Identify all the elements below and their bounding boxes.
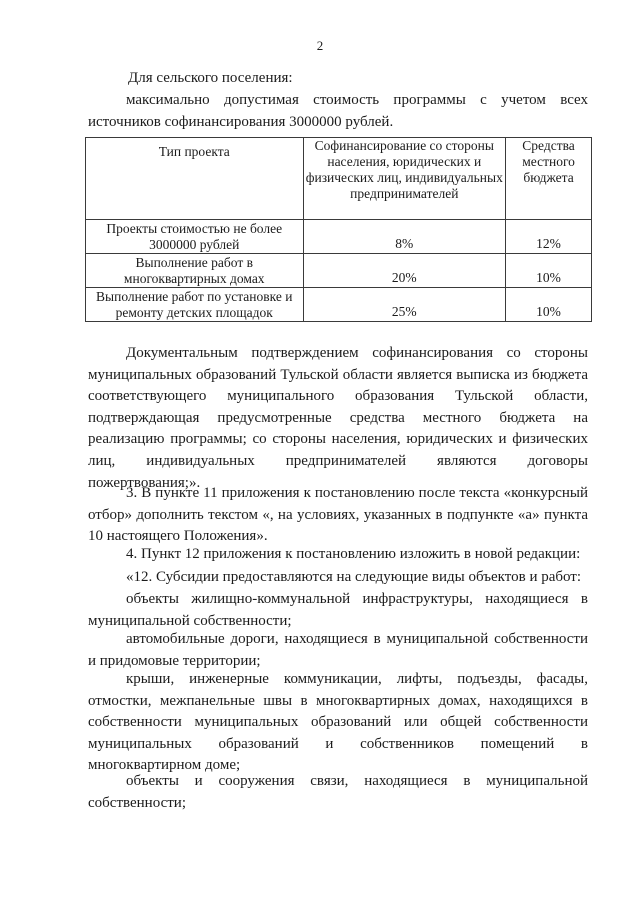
table-row (86, 254, 592, 288)
body-paragraph: «12. Субсидии предоставляются на следующие виды объектов и работ: (126, 569, 582, 585)
header-project-type: Тип проекта (86, 138, 304, 220)
body-paragraph: объекты жилищно-коммунальной инфраструктуры, находящиеся в муниципальной собственности; (88, 591, 588, 629)
body-paragraph: крыши, инженерные коммуникации, лифты, подъезды, фасады, отмостки, межпанельные швы в многоквартирных домах, находящихся в собственности муниципальных образований или общей собственности муниципальных образований и собственников помещений в многоквартирном доме; (88, 671, 588, 774)
body-paragraph: объекты и сооружения связи, находящиеся в муниципальной собственности; (88, 773, 588, 811)
body-paragraph: Документальным подтверждением софинансирования со стороны муниципальных образований Тульской области является выписка из бюджета соответствующего муниципального образования Тульской области, подтверждающая предусмотренные средства местного бюджета на реализацию программы; со стороны населения, юридических и физических лиц, индивидуальных предпринимателей являются договоры пожертвования;». (88, 345, 588, 491)
cell-project-type: Выполнение работ в многоквартирных домах (86, 254, 304, 288)
cell-local-budget: 10% (506, 288, 592, 322)
page-number: 2 (316, 38, 324, 53)
cell-project-type: Проекты стоимостью не более 3000000 рублей (86, 220, 304, 254)
header-cofinancing: Софинансирование со стороны населения, юридических и физических лиц, индивидуальных предпринимателей (303, 138, 506, 220)
cell-project-type: Выполнение работ по установке и ремонту детских площадок (86, 288, 304, 322)
body-paragraph: 3. В пункте 11 приложения к постановлению после текста «конкурсный отбор» дополнить текстом «, на условиях, указанных в подпункте «а» пункта 10 настоящего Положения». (88, 485, 588, 545)
cell-cofinancing: 20% (303, 254, 506, 288)
table-header-row (86, 138, 592, 220)
header-local-budget: Средства местного бюджета (506, 138, 592, 220)
body-paragraph: 4. Пункт 12 приложения к постановлению изложить в новой редакции: (126, 546, 581, 562)
cell-cofinancing: 8% (303, 220, 506, 254)
body-paragraph: автомобильные дороги, находящиеся в муниципальной собственности и придомовые территории; (88, 631, 588, 669)
table-row (86, 288, 592, 322)
cell-local-budget: 10% (506, 254, 592, 288)
intro-heading: Для сельского поселения: (128, 70, 293, 86)
intro-paragraph: максимально допустимая стоимость программы с учетом всех источников софинансирования 3000000 рублей. (88, 92, 588, 130)
cofinancing-table (85, 137, 592, 322)
table-row (86, 220, 592, 254)
cell-local-budget: 12% (506, 220, 592, 254)
cell-cofinancing: 25% (303, 288, 506, 322)
